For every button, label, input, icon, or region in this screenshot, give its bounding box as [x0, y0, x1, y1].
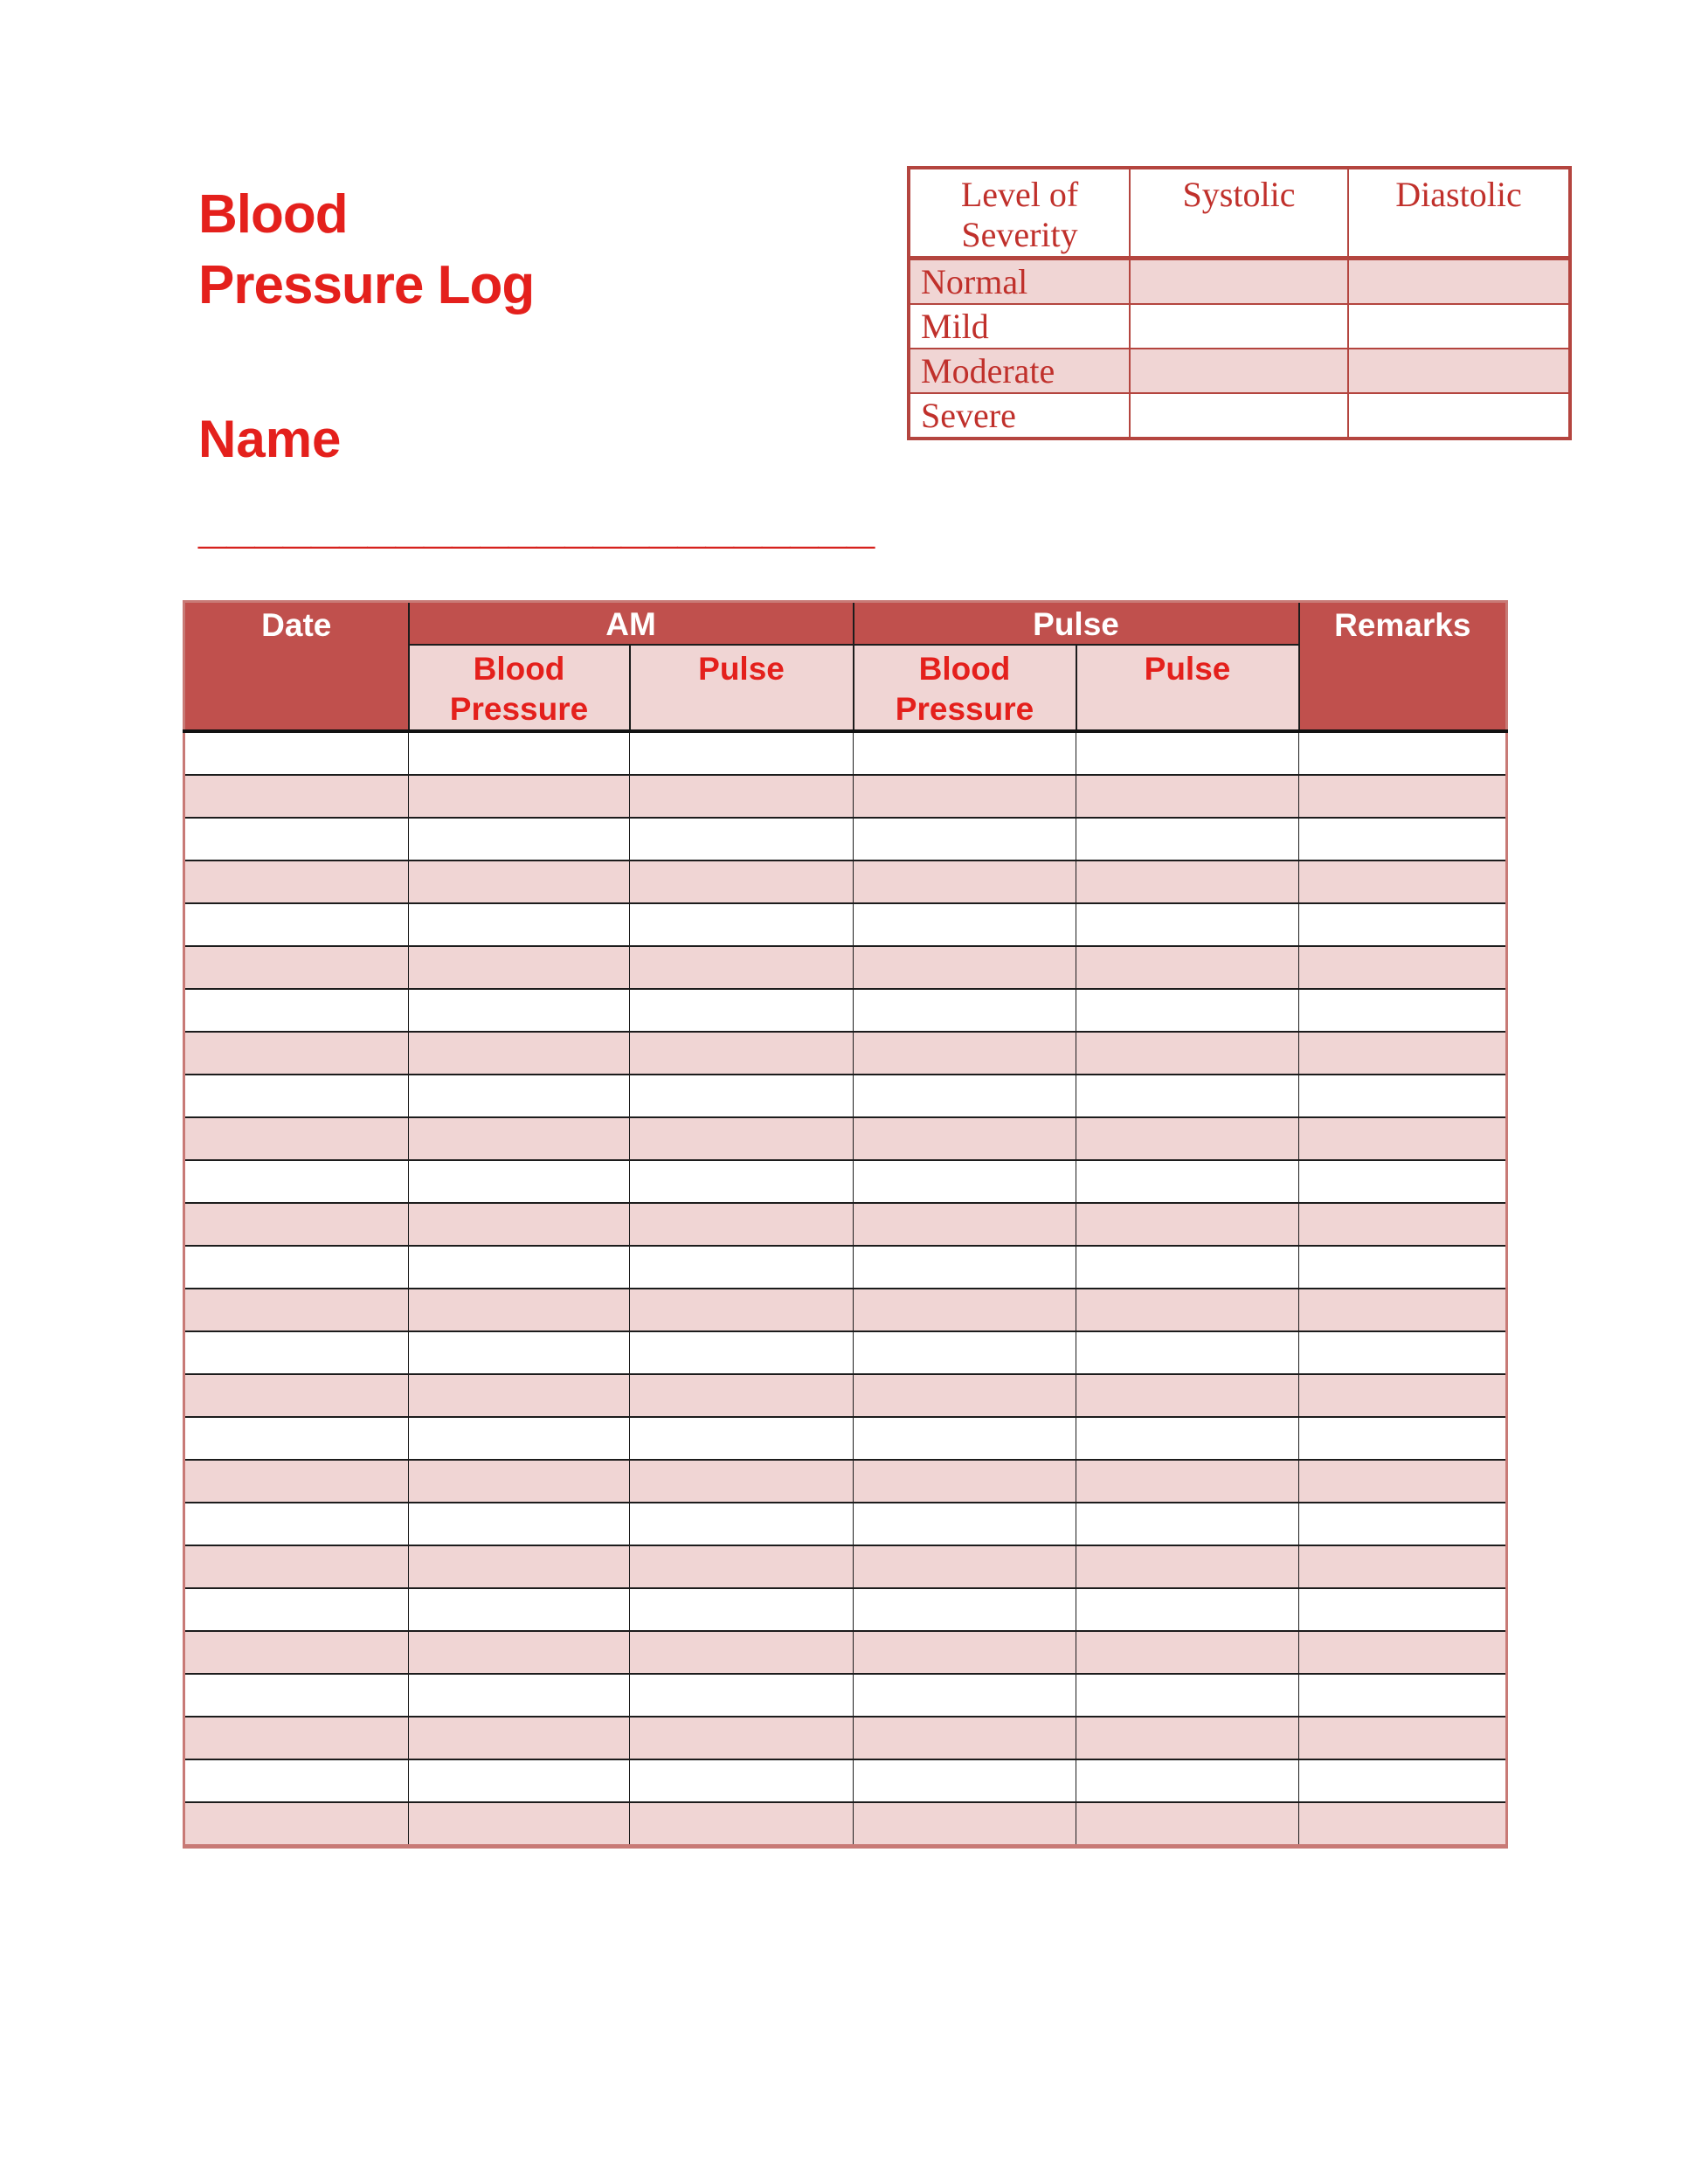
log-cell-am-blood-pressure [409, 1289, 630, 1331]
log-cell-pm-blood-pressure [854, 1588, 1076, 1631]
log-cell-remarks [1299, 1117, 1507, 1160]
log-cell-date [184, 946, 409, 989]
log-cell-remarks [1299, 731, 1507, 775]
log-cell-am-pulse [630, 1289, 854, 1331]
log-cell-am-blood-pressure [409, 818, 630, 860]
log-col-am-pulse: Pulse [630, 645, 854, 731]
severity-systolic-cell [1130, 259, 1348, 305]
log-cell-pm-blood-pressure [854, 1203, 1076, 1246]
log-cell-date [184, 903, 409, 946]
log-cell-remarks [1299, 1032, 1507, 1075]
log-cell-pm-pulse [1076, 1203, 1299, 1246]
log-cell-remarks [1299, 818, 1507, 860]
log-group-pm: Pulse [854, 602, 1299, 646]
log-cell-remarks [1299, 1717, 1507, 1759]
log-cell-am-pulse [630, 1331, 854, 1374]
log-cell-am-blood-pressure [409, 1588, 630, 1631]
log-cell-pm-blood-pressure [854, 946, 1076, 989]
log-cell-pm-pulse [1076, 1160, 1299, 1203]
log-cell-remarks [1299, 1246, 1507, 1289]
log-cell-am-pulse [630, 1460, 854, 1503]
log-col-date: Date [184, 602, 409, 732]
log-cell-pm-blood-pressure [854, 1160, 1076, 1203]
log-cell-am-blood-pressure [409, 1631, 630, 1674]
log-row-6 [184, 946, 1507, 989]
log-cell-pm-blood-pressure [854, 1545, 1076, 1588]
log-cell-am-pulse [630, 1759, 854, 1802]
log-cell-pm-blood-pressure [854, 731, 1076, 775]
log-cell-am-pulse [630, 1802, 854, 1847]
name-label: Name [198, 410, 342, 468]
log-cell-date [184, 1075, 409, 1117]
log-cell-pm-blood-pressure [854, 818, 1076, 860]
log-cell-pm-pulse [1076, 775, 1299, 818]
log-cell-remarks [1299, 1503, 1507, 1545]
log-cell-pm-blood-pressure [854, 1717, 1076, 1759]
log-cell-am-blood-pressure [409, 903, 630, 946]
log-row-13 [184, 1246, 1507, 1289]
log-cell-am-blood-pressure [409, 1246, 630, 1289]
log-group-header-row [184, 602, 1507, 646]
log-cell-am-blood-pressure [409, 1032, 630, 1075]
log-cell-pm-pulse [1076, 1032, 1299, 1075]
log-cell-pm-pulse [1076, 1802, 1299, 1847]
log-cell-am-blood-pressure [409, 1417, 630, 1460]
log-cell-am-blood-pressure [409, 731, 630, 775]
log-cell-pm-blood-pressure [854, 1117, 1076, 1160]
log-cell-remarks [1299, 1331, 1507, 1374]
log-cell-pm-blood-pressure [854, 989, 1076, 1032]
log-cell-am-pulse [630, 1032, 854, 1075]
log-row-18 [184, 1460, 1507, 1503]
log-row-20 [184, 1545, 1507, 1588]
log-cell-remarks [1299, 860, 1507, 903]
log-cell-date [184, 818, 409, 860]
log-cell-date [184, 775, 409, 818]
log-cell-pm-blood-pressure [854, 903, 1076, 946]
log-row-2 [184, 775, 1507, 818]
severity-col-systolic: Systolic [1130, 168, 1348, 259]
log-cell-am-blood-pressure [409, 1203, 630, 1246]
log-row-21 [184, 1588, 1507, 1631]
severity-level-cell: Severe [909, 393, 1130, 439]
log-cell-pm-pulse [1076, 1588, 1299, 1631]
log-cell-date [184, 1759, 409, 1802]
log-cell-date [184, 1289, 409, 1331]
log-cell-am-blood-pressure [409, 1759, 630, 1802]
page-title-line1: Blood [198, 184, 348, 245]
log-cell-pm-pulse [1076, 1545, 1299, 1588]
log-cell-pm-pulse [1076, 946, 1299, 989]
log-cell-pm-blood-pressure [854, 1503, 1076, 1545]
log-cell-pm-pulse [1076, 1460, 1299, 1503]
log-row-16 [184, 1374, 1507, 1417]
log-row-7 [184, 989, 1507, 1032]
log-cell-remarks [1299, 1588, 1507, 1631]
log-cell-am-pulse [630, 903, 854, 946]
log-row-15 [184, 1331, 1507, 1374]
log-cell-am-pulse [630, 1503, 854, 1545]
log-cell-date [184, 1246, 409, 1289]
log-cell-date [184, 1460, 409, 1503]
log-cell-am-pulse [630, 1674, 854, 1717]
log-cell-pm-pulse [1076, 818, 1299, 860]
log-cell-pm-pulse [1076, 1717, 1299, 1759]
log-cell-am-blood-pressure [409, 1460, 630, 1503]
log-cell-pm-blood-pressure [854, 1802, 1076, 1847]
log-cell-date [184, 1374, 409, 1417]
log-cell-date [184, 860, 409, 903]
log-cell-date [184, 1631, 409, 1674]
log-row-4 [184, 860, 1507, 903]
severity-diastolic-cell [1348, 349, 1570, 393]
log-cell-remarks [1299, 1802, 1507, 1847]
log-cell-am-pulse [630, 989, 854, 1032]
log-cell-am-pulse [630, 1417, 854, 1460]
log-cell-am-blood-pressure [409, 1331, 630, 1374]
log-cell-date [184, 1160, 409, 1203]
severity-level-cell: Normal [909, 259, 1130, 305]
log-cell-am-blood-pressure [409, 1717, 630, 1759]
log-cell-remarks [1299, 1374, 1507, 1417]
log-cell-pm-pulse [1076, 989, 1299, 1032]
log-row-19 [184, 1503, 1507, 1545]
log-cell-remarks [1299, 1545, 1507, 1588]
log-cell-remarks [1299, 903, 1507, 946]
log-cell-remarks [1299, 1631, 1507, 1674]
log-row-10 [184, 1117, 1507, 1160]
severity-diastolic-cell [1348, 393, 1570, 439]
severity-row-normal [909, 259, 1570, 305]
log-cell-remarks [1299, 946, 1507, 989]
log-cell-pm-blood-pressure [854, 1032, 1076, 1075]
log-cell-am-blood-pressure [409, 989, 630, 1032]
log-row-3 [184, 818, 1507, 860]
name-underline: ________________________ [198, 497, 875, 554]
log-cell-am-pulse [630, 946, 854, 989]
log-cell-remarks [1299, 1674, 1507, 1717]
log-cell-pm-pulse [1076, 1759, 1299, 1802]
log-row-8 [184, 1032, 1507, 1075]
log-cell-date [184, 1674, 409, 1717]
log-cell-remarks [1299, 1075, 1507, 1117]
log-cell-pm-pulse [1076, 1674, 1299, 1717]
log-cell-am-blood-pressure [409, 1117, 630, 1160]
log-cell-am-blood-pressure [409, 1160, 630, 1203]
severity-diastolic-cell [1348, 304, 1570, 349]
log-cell-date [184, 1032, 409, 1075]
log-cell-date [184, 1545, 409, 1588]
log-cell-am-blood-pressure [409, 1674, 630, 1717]
log-cell-am-pulse [630, 1203, 854, 1246]
log-cell-am-pulse [630, 1717, 854, 1759]
log-row-14 [184, 1289, 1507, 1331]
log-cell-pm-pulse [1076, 731, 1299, 775]
log-cell-pm-blood-pressure [854, 1075, 1076, 1117]
severity-level-cell: Moderate [909, 349, 1130, 393]
log-cell-remarks [1299, 1289, 1507, 1331]
bp-log-table [183, 600, 1508, 1849]
log-cell-pm-pulse [1076, 1289, 1299, 1331]
log-row-22 [184, 1631, 1507, 1674]
log-row-23 [184, 1674, 1507, 1717]
log-row-5 [184, 903, 1507, 946]
log-cell-date [184, 1417, 409, 1460]
log-cell-remarks [1299, 1759, 1507, 1802]
severity-diastolic-cell [1348, 259, 1570, 305]
log-cell-am-blood-pressure [409, 1075, 630, 1117]
log-cell-pm-pulse [1076, 903, 1299, 946]
log-col-pm-blood-pressure: Blood Pressure [854, 645, 1076, 731]
log-cell-am-blood-pressure [409, 860, 630, 903]
log-cell-am-pulse [630, 1631, 854, 1674]
log-col-pm-pulse: Pulse [1076, 645, 1299, 731]
log-row-1 [184, 731, 1507, 775]
severity-header-row [909, 168, 1570, 259]
log-cell-pm-blood-pressure [854, 1417, 1076, 1460]
log-cell-pm-blood-pressure [854, 775, 1076, 818]
severity-row-moderate [909, 349, 1570, 393]
severity-col-level: Level of Severity [909, 168, 1130, 259]
log-cell-date [184, 989, 409, 1032]
log-cell-pm-pulse [1076, 1246, 1299, 1289]
log-cell-pm-pulse [1076, 1331, 1299, 1374]
log-cell-pm-blood-pressure [854, 1246, 1076, 1289]
log-cell-pm-pulse [1076, 1117, 1299, 1160]
severity-level-cell: Mild [909, 304, 1130, 349]
log-col-am-blood-pressure: Blood Pressure [409, 645, 630, 731]
log-row-24 [184, 1717, 1507, 1759]
log-cell-pm-blood-pressure [854, 1289, 1076, 1331]
log-row-26 [184, 1802, 1507, 1847]
severity-row-mild [909, 304, 1570, 349]
severity-table [907, 166, 1572, 440]
log-cell-pm-pulse [1076, 860, 1299, 903]
severity-systolic-cell [1130, 393, 1348, 439]
log-row-11 [184, 1160, 1507, 1203]
page-title-line2: Pressure Log [198, 255, 535, 315]
log-cell-am-pulse [630, 1075, 854, 1117]
log-cell-remarks [1299, 1460, 1507, 1503]
log-cell-am-pulse [630, 1246, 854, 1289]
log-cell-date [184, 731, 409, 775]
log-cell-am-blood-pressure [409, 946, 630, 989]
log-cell-am-pulse [630, 1117, 854, 1160]
log-cell-am-pulse [630, 775, 854, 818]
log-cell-pm-blood-pressure [854, 1674, 1076, 1717]
page-title [198, 179, 534, 321]
log-cell-am-pulse [630, 818, 854, 860]
log-cell-am-pulse [630, 731, 854, 775]
log-row-25 [184, 1759, 1507, 1802]
log-row-17 [184, 1417, 1507, 1460]
log-cell-pm-pulse [1076, 1503, 1299, 1545]
log-cell-am-pulse [630, 1588, 854, 1631]
log-cell-pm-blood-pressure [854, 1331, 1076, 1374]
log-cell-pm-blood-pressure [854, 1460, 1076, 1503]
log-cell-remarks [1299, 1417, 1507, 1460]
log-cell-remarks [1299, 775, 1507, 818]
log-cell-date [184, 1203, 409, 1246]
log-cell-am-pulse [630, 1374, 854, 1417]
log-row-9 [184, 1075, 1507, 1117]
log-cell-am-blood-pressure [409, 1802, 630, 1847]
log-cell-remarks [1299, 1203, 1507, 1246]
log-cell-am-pulse [630, 1545, 854, 1588]
log-cell-date [184, 1331, 409, 1374]
log-cell-date [184, 1117, 409, 1160]
log-cell-pm-pulse [1076, 1417, 1299, 1460]
log-cell-am-blood-pressure [409, 775, 630, 818]
log-cell-date [184, 1717, 409, 1759]
log-cell-date [184, 1588, 409, 1631]
log-cell-am-pulse [630, 860, 854, 903]
log-cell-remarks [1299, 989, 1507, 1032]
log-cell-pm-blood-pressure [854, 1631, 1076, 1674]
log-cell-am-blood-pressure [409, 1545, 630, 1588]
log-cell-pm-blood-pressure [854, 1374, 1076, 1417]
severity-systolic-cell [1130, 304, 1348, 349]
log-row-12 [184, 1203, 1507, 1246]
severity-row-severe [909, 393, 1570, 439]
log-cell-am-blood-pressure [409, 1374, 630, 1417]
log-cell-remarks [1299, 1160, 1507, 1203]
log-col-remarks: Remarks [1299, 602, 1507, 732]
log-cell-am-pulse [630, 1160, 854, 1203]
log-cell-date [184, 1802, 409, 1847]
log-cell-am-blood-pressure [409, 1503, 630, 1545]
log-cell-pm-pulse [1076, 1631, 1299, 1674]
severity-systolic-cell [1130, 349, 1348, 393]
log-group-am: AM [409, 602, 854, 646]
log-cell-date [184, 1503, 409, 1545]
severity-col-diastolic: Diastolic [1348, 168, 1570, 259]
log-cell-pm-pulse [1076, 1075, 1299, 1117]
log-cell-pm-blood-pressure [854, 860, 1076, 903]
log-cell-pm-blood-pressure [854, 1759, 1076, 1802]
log-cell-pm-pulse [1076, 1374, 1299, 1417]
